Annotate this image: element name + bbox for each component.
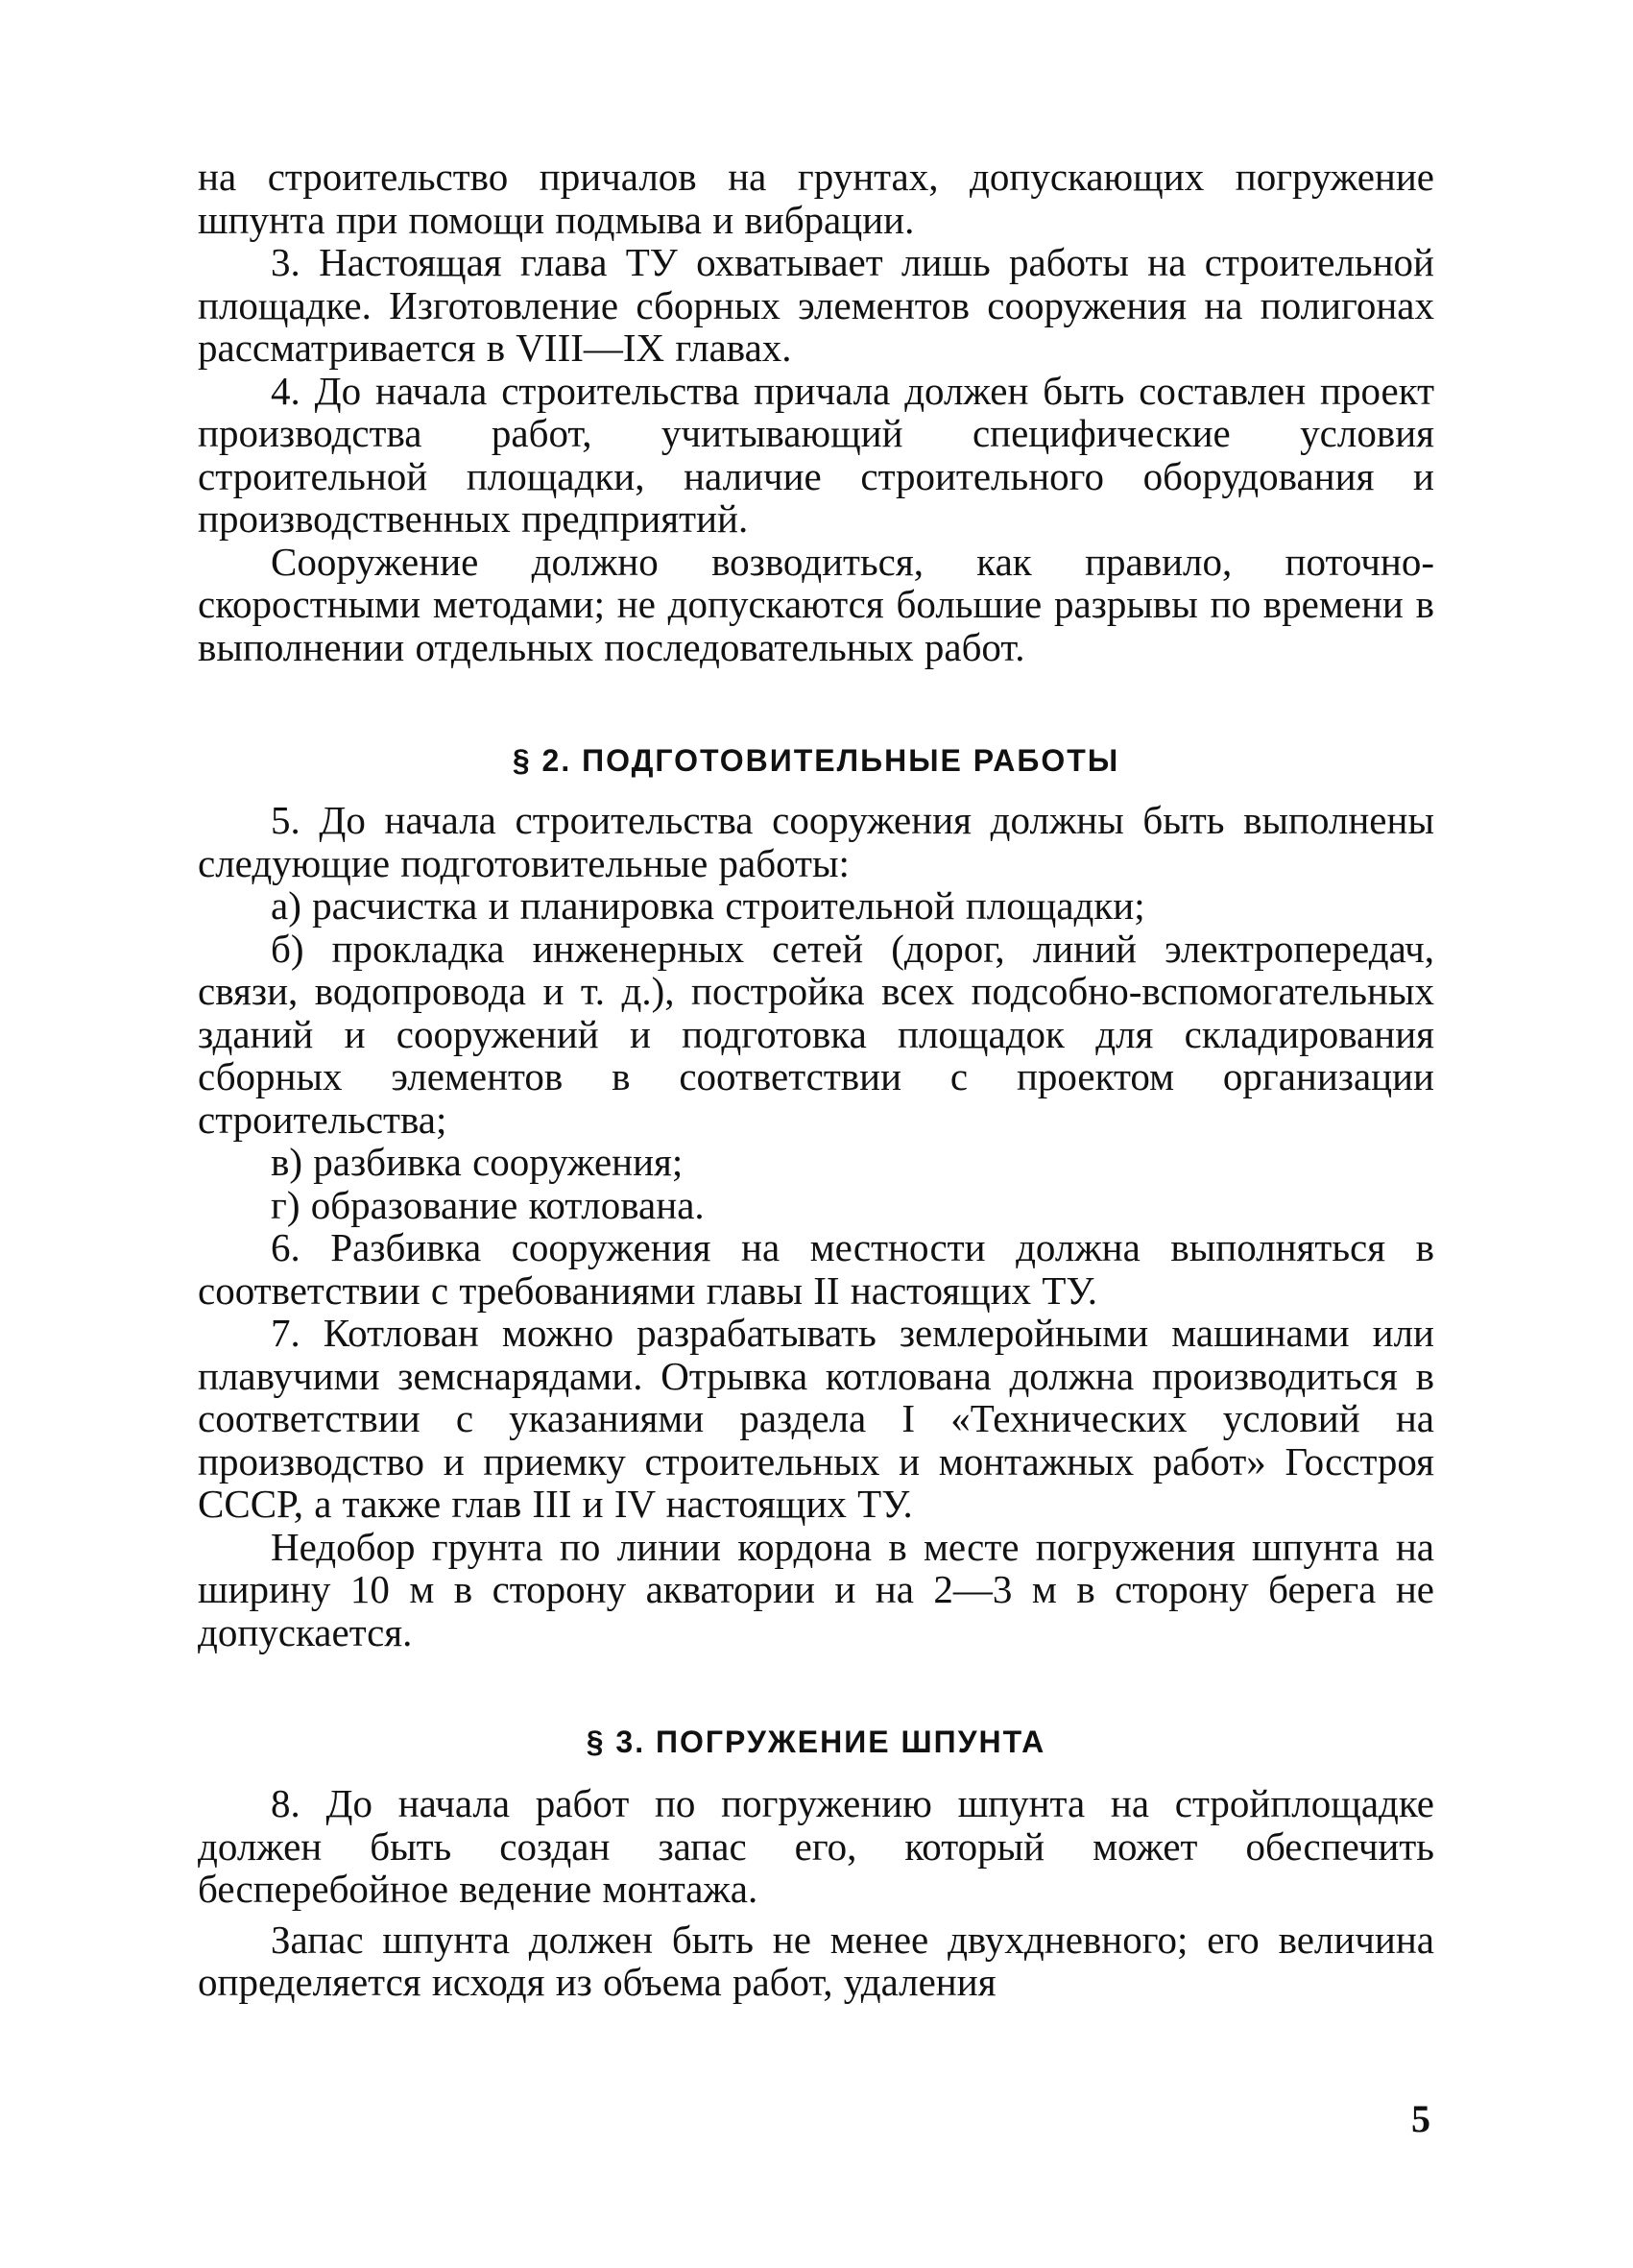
list-item-a: а) расчистка и планировка строительной площадки; xyxy=(271,883,1145,928)
list-item-b: б) прокладка инженерных сетей (дорог, линий электропередач, связи, водопровода и т. д.), постройка всех подсобно-вспомогательных зданий и сооружений и подготовка площадок для складирования сборных элементов в соответствии с проектом организации строительства; xyxy=(198,926,1434,1142)
paragraph-soil-shortfall: Недобор грунта по линии кордона в месте погружения шпунта на ширину 10 м в сторону акватории и на 2—3 м в сторону берега не допускается. xyxy=(198,1524,1434,1654)
list-item-g: г) образование котлована. xyxy=(271,1182,705,1227)
paragraph-item-7: 7. Котлован можно разрабатывать землеройными машинами или плавучими земснарядами. Отрывка котлована должна производиться в соответствии с указаниями раздела I «Технических условий на производство и приемку строительных и монтажных работ» Госстроя СССР, а также глав III и IV настоящих ТУ. xyxy=(198,1311,1434,1526)
section-heading-preparatory-works: § 2. ПОДГОТОВИТЕЛЬНЫЕ РАБОТЫ xyxy=(512,743,1120,778)
paragraph-item-4: 4. До начала строительства причала должен быть составлен проект производства работ, учитывающий специфические условия строительной площадки, наличие строительного оборудования и производственных предприятий. xyxy=(198,368,1434,541)
paragraph-item-5: 5. До начала строительства сооружения должны быть выполнены следующие подготовительные работы: xyxy=(198,798,1434,885)
paragraph-continuation: на строительство причалов на грунтах, допускающих погружение шпунта при помощи подмыва и вибрации. xyxy=(198,155,1434,242)
list-item-v: в) разбивка сооружения; xyxy=(271,1140,684,1184)
paragraph-item-8: 8. До начала работ по погружению шпунта на стройплощадке должен быть создан запас его, который может обеспечить бесперебойное ведение монтажа. xyxy=(198,1781,1434,1911)
paragraph-construction-methods: Сооружение должно возводиться, как правило, поточно-скоростными методами; не допускаются большие разрывы по времени в выполнении отдельных последовательных работ. xyxy=(198,539,1434,669)
page-number: 5 xyxy=(1411,2097,1430,2140)
paragraph-item-6: 6. Разбивка сооружения на местности должна выполняться в соответствии с требованиями главы II настоящих ТУ. xyxy=(198,1225,1434,1313)
section-heading-sheet-pile-driving: § 3. ПОГРУЖЕНИЕ ШПУНТА xyxy=(586,1725,1046,1759)
paragraph-item-3: 3. Настоящая глава ТУ охватывает лишь работы на строительной площадке. Изготовление сборных элементов сооружения на полигонах рассматривается в VIII—IX главах. xyxy=(198,240,1434,370)
page-body xyxy=(198,156,1434,2004)
paragraph-pile-stock: Запас шпунта должен быть не менее двухдневного; его величина определяется исходя из объема работ, удаления xyxy=(198,1917,1434,2004)
